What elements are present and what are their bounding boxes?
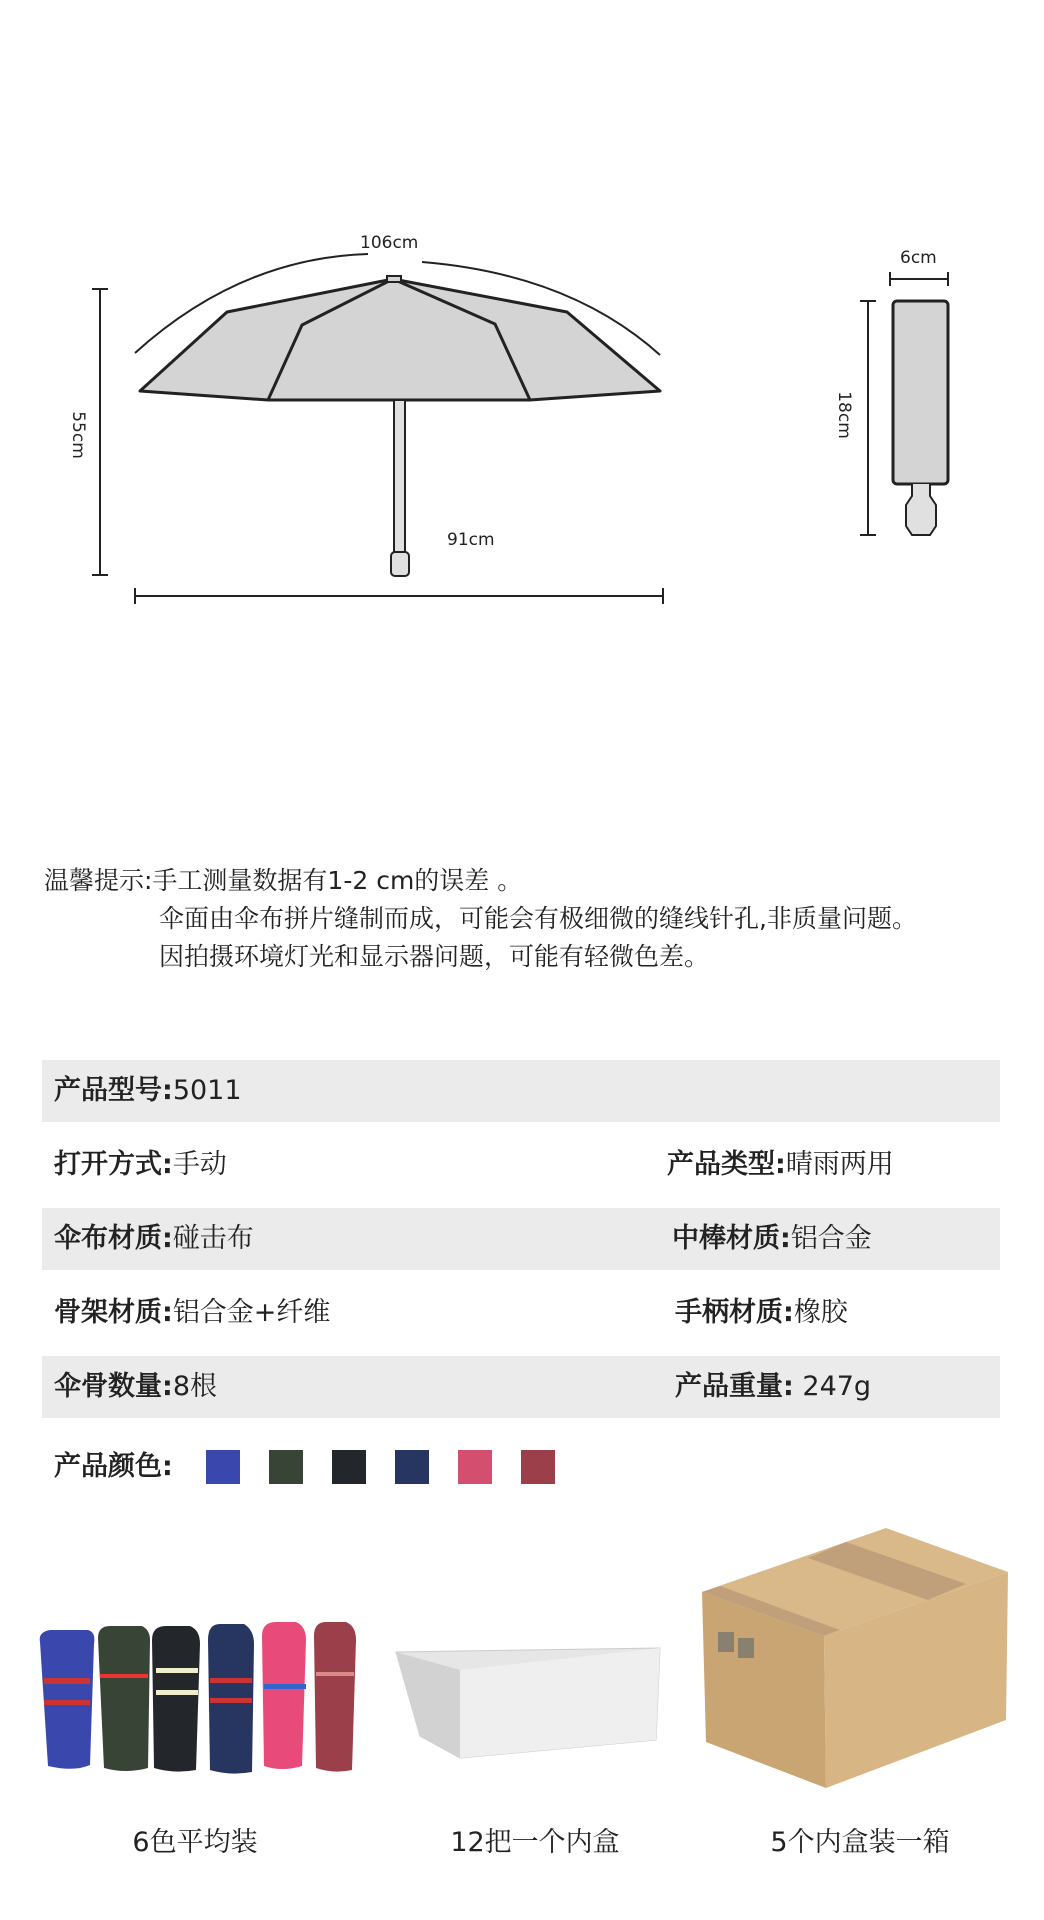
umbrella-canopy bbox=[140, 279, 660, 400]
spec-type: 产品类型:晴雨两用 bbox=[667, 1149, 894, 1180]
color-swatch-black bbox=[332, 1450, 366, 1484]
color-swatch-pink bbox=[458, 1450, 492, 1484]
spec-row-frame-handle bbox=[42, 1282, 1000, 1344]
folded-umbrella-navy bbox=[208, 1624, 254, 1774]
notes-block bbox=[44, 862, 917, 976]
carton-box-image bbox=[690, 1520, 1020, 1800]
folded-length-label: 18cm bbox=[833, 391, 854, 439]
color-swatch-blue bbox=[206, 1450, 240, 1484]
note-line: 伞面由伞布拼片缝制而成，可能会有极细微的缝线针孔,非质量问题。 bbox=[159, 904, 917, 933]
colors-label: 产品颜色: bbox=[54, 1451, 173, 1482]
folded-umbrella-pink bbox=[262, 1622, 306, 1769]
packaging-caption-colors: 6色平均装 bbox=[132, 1827, 258, 1858]
color-swatch-wine bbox=[521, 1450, 555, 1484]
spec-weight: 产品重量: 247g bbox=[675, 1371, 872, 1402]
inner-box-image bbox=[390, 1640, 670, 1780]
spec-frame: 骨架材质:铝合金+纤维 bbox=[54, 1297, 331, 1328]
spec-open: 打开方式:手动 bbox=[54, 1149, 227, 1180]
spec-model: 产品型号:5011 bbox=[54, 1075, 242, 1106]
packaging-caption-carton: 5个内盒装一箱 bbox=[770, 1827, 950, 1858]
folded-umbrella-black bbox=[152, 1626, 200, 1772]
dimension-diagram bbox=[0, 0, 1044, 640]
packaging-caption-inner-box: 12把一个内盒 bbox=[450, 1827, 620, 1858]
color-swatch-green bbox=[269, 1450, 303, 1484]
spec-row-ribs-weight bbox=[42, 1356, 1000, 1418]
spec-row-model bbox=[42, 1060, 1000, 1122]
color-swatch-navy bbox=[395, 1450, 429, 1484]
folded-umbrellas-image bbox=[30, 1560, 370, 1780]
width-label: 91cm bbox=[447, 530, 495, 550]
folded-width-label: 6cm bbox=[900, 248, 937, 268]
spec-row-fabric-shaft bbox=[42, 1208, 1000, 1270]
folded-umbrella-handle bbox=[906, 484, 936, 535]
folded-umbrella-blue bbox=[40, 1630, 95, 1769]
canopy-tip bbox=[387, 276, 401, 282]
note-line: 温馨提示:手工测量数据有1-2 cm的误差 。 bbox=[44, 866, 523, 895]
spec-fabric: 伞布材质:碰击布 bbox=[54, 1223, 254, 1254]
note-line: 因拍摄环境灯光和显示器问题，可能有轻微色差。 bbox=[159, 942, 710, 971]
spec-ribs: 伞骨数量:8根 bbox=[54, 1371, 217, 1402]
arc-length-label: 106cm bbox=[360, 233, 419, 253]
spec-row-open-type bbox=[42, 1134, 1000, 1196]
spec-shaft: 中棒材质:铝合金 bbox=[672, 1223, 872, 1254]
height-label: 55cm bbox=[67, 411, 88, 459]
folded-umbrella-body bbox=[893, 301, 948, 484]
folded-umbrella-green bbox=[98, 1626, 150, 1771]
spec-handle: 手柄材质:橡胶 bbox=[675, 1297, 848, 1328]
umbrella-handle bbox=[391, 552, 409, 576]
folded-umbrella-wine bbox=[314, 1622, 356, 1772]
umbrella-shaft bbox=[394, 400, 405, 552]
